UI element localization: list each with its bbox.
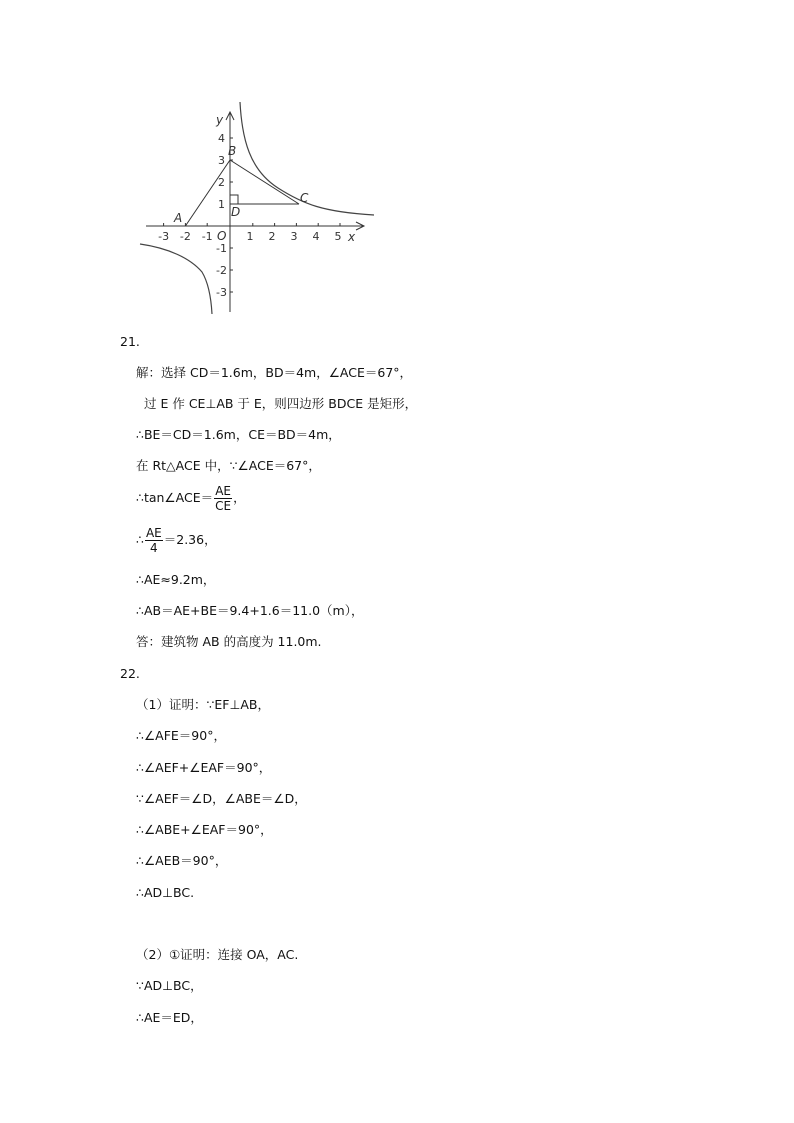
q22-part1-line: ∴AD⊥BC. xyxy=(136,885,195,900)
fraction-ae-over-4 xyxy=(145,526,163,555)
point-label-a: A xyxy=(174,211,183,225)
q21-line: 在 Rt△ACE 中，∵∠ACE＝67°， xyxy=(136,458,321,473)
origin-label: O xyxy=(217,229,227,243)
q21-line: ∴AE≈9.2m， xyxy=(136,572,216,587)
point-labels xyxy=(173,144,309,225)
y-tick-label: -1 xyxy=(216,242,227,255)
x-tick-label: 1 xyxy=(246,230,254,243)
q21-line: ∴BE＝CD＝1.6m，CE＝BD＝4m， xyxy=(136,427,341,442)
ratio-suffix: ＝2.36， xyxy=(163,532,217,547)
fraction-ae-over-ce xyxy=(214,484,232,513)
y-tick-label: -3 xyxy=(216,286,227,299)
right-angle-mark xyxy=(230,195,238,204)
tan-suffix: ， xyxy=(233,490,246,505)
fraction-numerator: AE xyxy=(145,526,162,540)
y-tick-label: 2 xyxy=(218,176,225,189)
coordinate-figure xyxy=(138,100,378,318)
x-tick-label: -3 xyxy=(158,230,170,243)
q22-part1-line: ∴∠ABE+∠EAF＝90°， xyxy=(136,822,273,837)
fraction-denominator: CE xyxy=(215,499,232,513)
hyperbola-branch-third-quadrant xyxy=(140,244,212,314)
x-tick-label: 2 xyxy=(268,230,276,243)
q22-part1-line: ∵∠AEF＝∠D，∠ABE＝∠D， xyxy=(136,791,307,806)
fraction-denominator: 4 xyxy=(150,541,158,555)
question-number-22: 22. xyxy=(120,666,140,681)
q22-part1-line: ∴∠AFE＝90°， xyxy=(136,728,226,743)
q22-part1-line: （1）证明：∵EF⊥AB， xyxy=(136,697,271,712)
q21-line: ∴AB＝AE+BE＝9.4+1.6＝11.0（m）， xyxy=(136,603,364,618)
q21-ratio-equation xyxy=(136,526,217,555)
q21-line: 过 E 作 CE⊥AB 于 E，则四边形 BDCE 是矩形， xyxy=(144,396,418,411)
x-tick-label: 3 xyxy=(290,230,298,243)
q21-tan-equation xyxy=(136,484,246,513)
fraction-numerator: AE xyxy=(215,484,231,498)
y-tick-label: 3 xyxy=(218,154,225,167)
x-tick-labels xyxy=(158,230,341,243)
point-label-b: B xyxy=(228,144,237,158)
x-tick-label: 4 xyxy=(312,230,320,243)
segment-ab xyxy=(185,160,230,226)
tan-prefix: ∴tan∠ACE＝ xyxy=(136,490,214,505)
q22-part1-line: ∴∠AEB＝90°， xyxy=(136,853,228,868)
point-label-d: D xyxy=(231,205,241,219)
q21-line: 解：选择 CD＝1.6m，BD＝4m，∠ACE＝67°， xyxy=(136,365,413,380)
x-tick-label: 5 xyxy=(334,230,342,243)
y-tick-labels xyxy=(216,132,227,299)
x-tick-label: -2 xyxy=(179,230,191,243)
y-tick-label: 1 xyxy=(218,198,225,211)
q22-part2-line: ∴AE＝ED， xyxy=(136,1010,203,1025)
y-tick-label: -2 xyxy=(216,264,227,277)
q22-part2-line: ∵AD⊥BC， xyxy=(136,978,203,993)
x-tick-label: -1 xyxy=(201,230,213,243)
ratio-prefix: ∴ xyxy=(136,532,144,547)
y-axis-label: y xyxy=(216,113,224,127)
y-tick-label: 4 xyxy=(218,132,225,145)
x-axis-label: x xyxy=(348,230,356,244)
segment-bc xyxy=(230,160,299,204)
q22-part2-line: （2）①证明：连接 OA，AC. xyxy=(136,947,299,962)
point-label-c: C xyxy=(300,191,309,205)
question-number-21: 21. xyxy=(120,334,140,349)
q22-part1-line: ∴∠AEF+∠EAF＝90°， xyxy=(136,760,272,775)
q21-answer: 答：建筑物 AB 的高度为 11.0m. xyxy=(136,634,322,649)
